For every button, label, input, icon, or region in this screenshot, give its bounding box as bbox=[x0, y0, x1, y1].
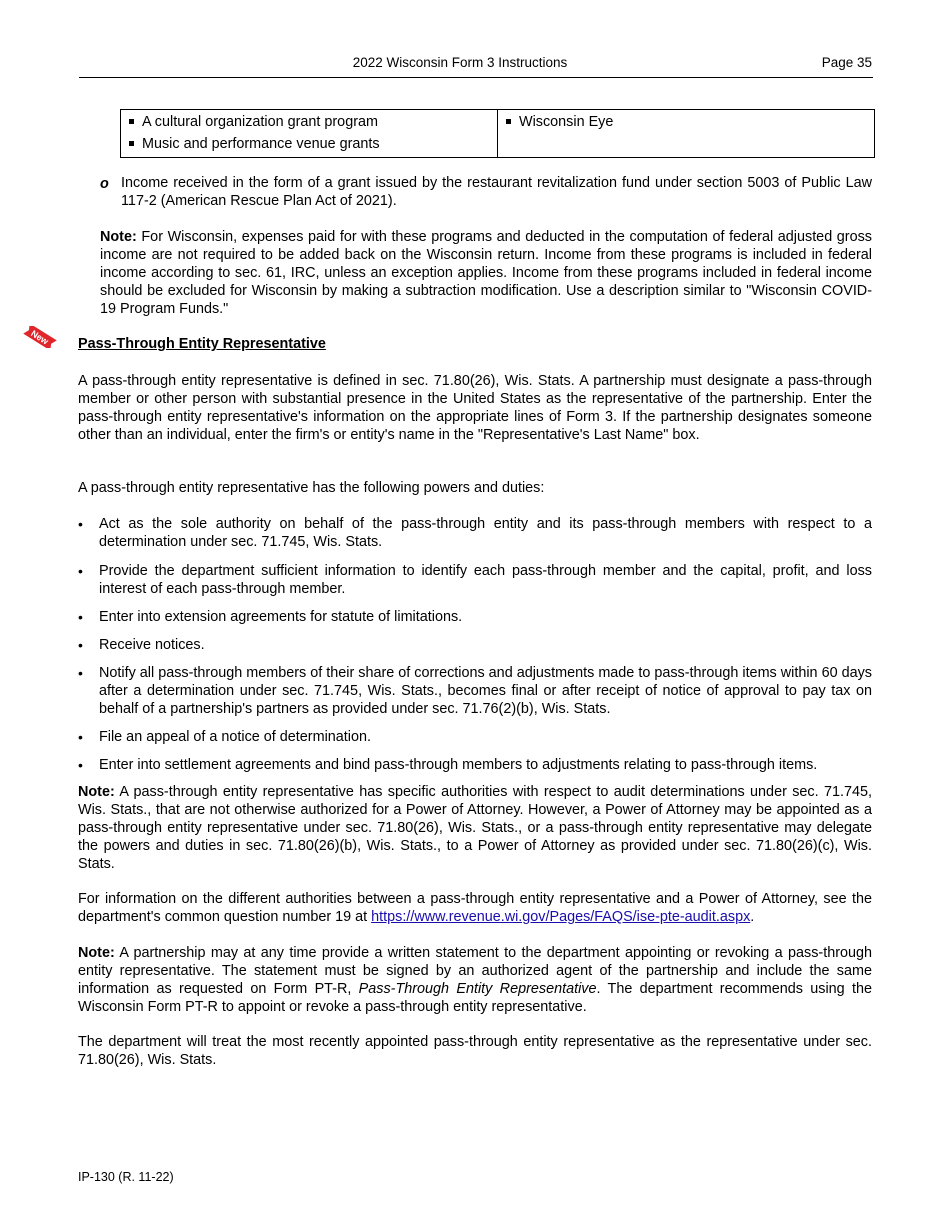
grants-table bbox=[120, 109, 875, 158]
final-paragraph: The department will treat the most recently appointed pass-through entity representative as the representative under sec. 71.80(26), Wis. Stats. bbox=[78, 1034, 872, 1068]
new-badge-label: New bbox=[29, 328, 51, 347]
form-code-footer: IP-130 (R. 11-22) bbox=[78, 1170, 174, 1184]
list-item: Music and performance venue grants bbox=[127, 133, 490, 155]
list-item: • Notify all pass-through members of their share of corrections and adjustments made to pass-through items within 60 days after a determination under sec. 71.745, Wis. Stats., becomes final or after receipt of notice of approval to pay tax on behalf of a partnership's partners as provided under sec. 71.76(2)(b), Wis. Stats. bbox=[78, 665, 872, 717]
bullet-icon: • bbox=[78, 563, 83, 579]
bullet-icon: • bbox=[78, 516, 83, 532]
note-covid-programs: Note: For Wisconsin, expenses paid for with these programs and deducted in the computation of federal adjusted gross income are not required to be added back on the Wisconsin return. Income from these programs is included in federal income according to sec. 61, IRC, unless an exception applies. Income from these programs included in federal income should be excluded for Wisconsin by making a subtraction modification. Use a description similar to "Wisconsin COVID-19 Program Funds." bbox=[100, 229, 872, 317]
grants-table-left-cell bbox=[121, 110, 498, 158]
list-item: • Provide the department sufficient information to identify each pass-through member and the capital, profit, and loss interest of each pass-through member. bbox=[78, 563, 872, 597]
list-item: • File an appeal of a notice of determination. bbox=[78, 729, 371, 745]
note-written-statement: Note: A partnership may at any time provide a written statement to the department appointing or revoking a pass-through entity representative. The statement must be signed by an authorized agent of the partnership and include the same information as requested on Form PT-R, Pass-Through Entity Representative. The department recommends using the Wisconsin Form PT-R to appoint or revoke a pass-through entity representative. bbox=[78, 945, 872, 1015]
list-item: A cultural organization grant program bbox=[127, 111, 490, 133]
page-number: Page 35 bbox=[821, 55, 872, 70]
bullet-icon: • bbox=[78, 637, 83, 653]
square-bullet-icon bbox=[129, 119, 134, 124]
bullet-icon: • bbox=[78, 609, 83, 625]
bullet-icon: • bbox=[78, 729, 83, 745]
square-bullet-icon bbox=[506, 119, 511, 124]
circle-bullet-icon: o bbox=[100, 176, 109, 192]
faq-link[interactable]: https://www.revenue.wi.gov/Pages/FAQS/ise-pte-audit.aspx bbox=[371, 909, 751, 925]
bullet-icon: • bbox=[78, 665, 83, 681]
bullet-icon: • bbox=[78, 757, 83, 773]
list-item: • Enter into extension agreements for statute of limitations. bbox=[78, 609, 463, 625]
new-badge-icon bbox=[22, 326, 58, 348]
list-item: • Enter into settlement agreements and bind pass-through members to adjustments relating to pass-through items. bbox=[78, 757, 818, 773]
pte-definition-paragraph: A pass-through entity representative is defined in sec. 71.80(26), Wis. Stats. A partnership must designate a pass-through member or other person with substantial presence in the United States as the representative of the partnership. Enter the pass-through entity representative's information on the appropriate lines of Form 3. If the partnership designates someone other than an individual, enter the firm's or entity's name in the "Representative's Last Name" box. bbox=[78, 373, 872, 443]
list-item: • Receive notices. bbox=[78, 637, 205, 653]
list-item: • Act as the sole authority on behalf of the pass-through entity and its pass-through members with respect to a determination under sec. 71.745, Wis. Stats. bbox=[78, 516, 872, 550]
header-title: 2022 Wisconsin Form 3 Instructions bbox=[352, 55, 568, 70]
section-title: Pass-Through Entity Representative bbox=[78, 336, 326, 352]
square-bullet-icon bbox=[129, 141, 134, 146]
restaurant-grant-item: o Income received in the form of a grant issued by the restaurant revitalization fund under section 5003 of Public Law 117-2 (American Rescue Plan Act of 2021). bbox=[100, 175, 872, 209]
note-audit-authorities: Note: A pass-through entity representative has specific authorities with respect to audit determinations under sec. 71.745, Wis. Stats., that are not otherwise authorized for a Power of Attorney. However, a Power of Attorney may be appointed as a pass-through entity representative under sec. 71.80(26), Wis. Stats., or a pass-through entity representative may delegate the powers and duties in sec. 71.80(26)(b), Wis. Stats., to a Power of Attorney as provided under sec. 71.80(26)(c), Wis. Stats. bbox=[78, 784, 872, 872]
grants-table-right-cell bbox=[498, 110, 875, 158]
list-item: Wisconsin Eye bbox=[504, 111, 867, 133]
info-paragraph: For information on the different authorities between a pass-through entity representative and a Power of Attorney, see the department's common question number 19 at https://www.revenue.wi.gov/Pages/FAQS/ise-pte-audit.aspx. bbox=[78, 891, 872, 925]
header-divider bbox=[79, 77, 873, 78]
powers-intro: A pass-through entity representative has the following powers and duties: bbox=[78, 480, 545, 496]
